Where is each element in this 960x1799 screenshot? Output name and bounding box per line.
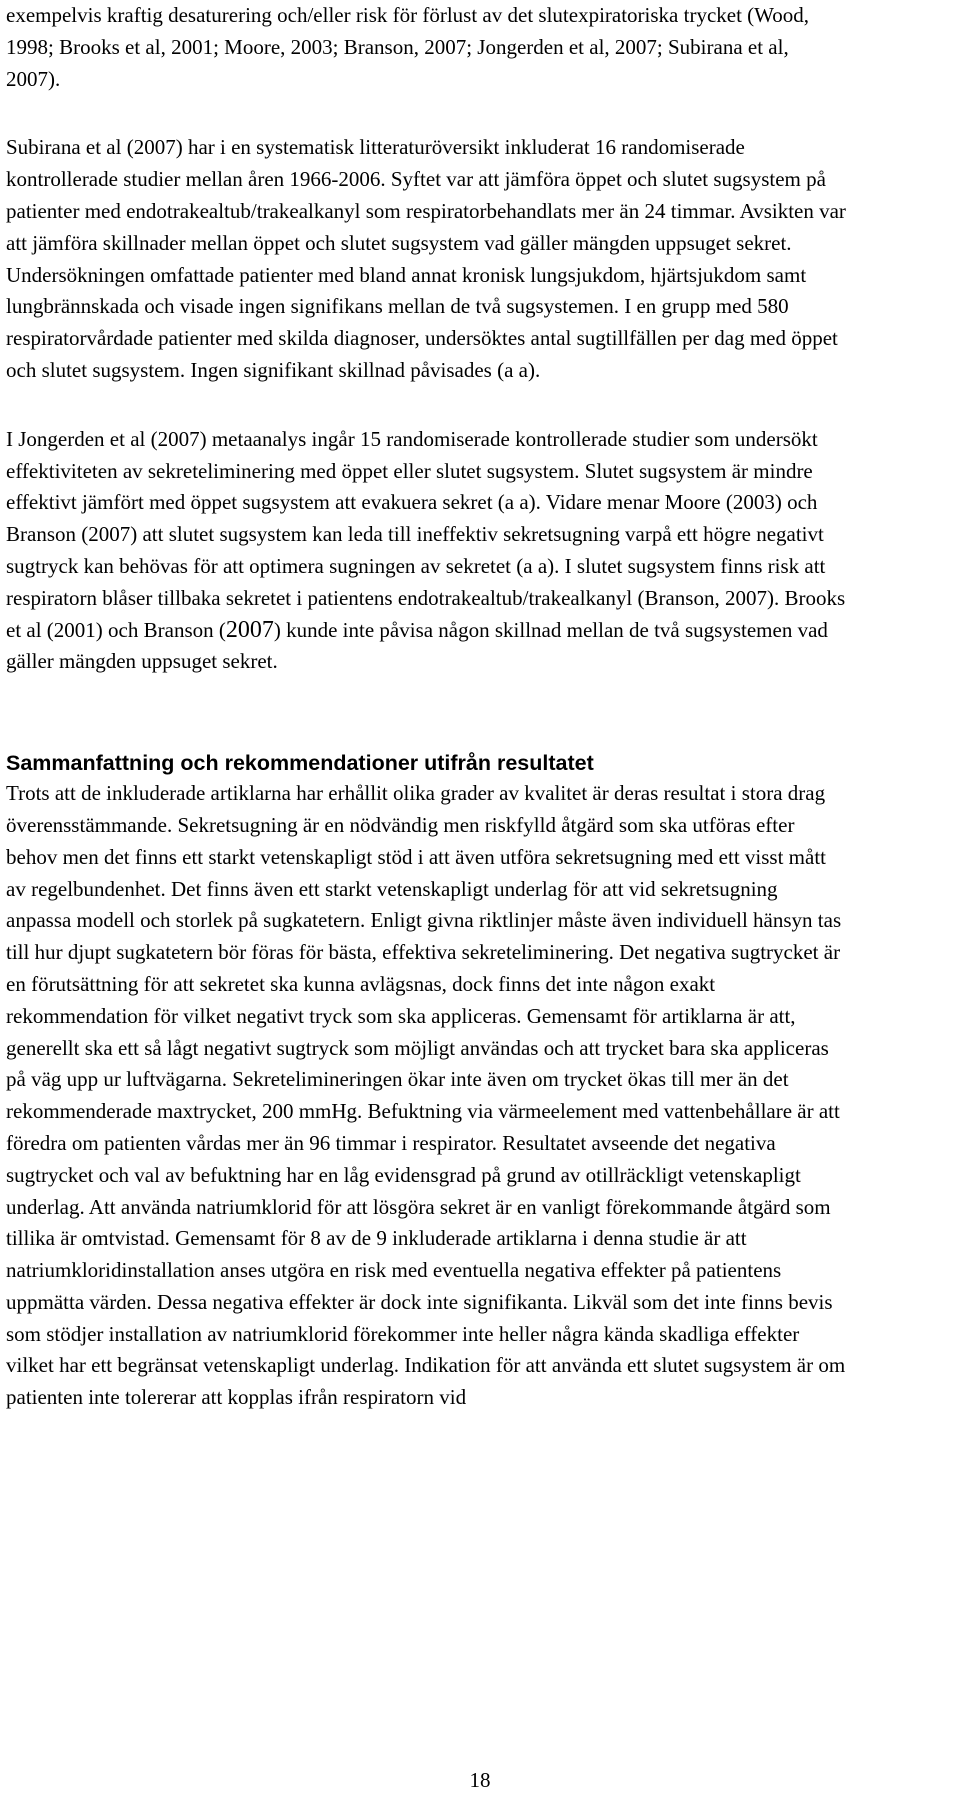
paragraph-jongerden-tail: ) kunde inte påvisa någon skillnad mellan de två sugsystemen vad gäller mängden uppsuget sekret. bbox=[6, 617, 828, 674]
paragraph-jongerden-text: I Jongerden et al (2007) metaanalys ingår 15 randomiserade kontrollerade studier som undersökt effektiviteten av sekreteliminering med öppet eller slutet sugsystem. Slutet sugsystem är mindre effektivt jämfört med öppet sugsystem att evakuera sekret (a a). Vidare menar Moore (2003) och Branson (2007) att slutet sugsystem kan leda till ineffektiv sekretsugning varpå ett högre negativt sugtryck kan behövas för att optimera sugningen av sekretet (a a). I slutet sugsystem finns risk att respiratorn blåser tillbaka sekretet i patientens endotrakealtub/trakealkanyl (Branson, 2007). Brooks et al (2001) och Branson ( bbox=[6, 426, 846, 642]
section-heading: Sammanfattning och rekommendationer utifrån resultatet bbox=[6, 751, 594, 776]
paragraph-summary: Trots att de inkluderade artiklarna har erhållit olika grader av kvalitet är deras resultat i stora drag överensstämmande. Sekretsugning är en nödvändig men riskfylld åtgärd som ska utföras efter behov men det finns ett starkt vetenskapligt stöd i att även utföra sekretsugning med ett visst mått av regelbundenhet. Det finns även ett starkt vetenskapligt underlag för att vid sekretsugning anpassa modell och storlek på sugkatetern. Enligt givna riktlinjer måste även individuell hänsyn tas till hur djupt sugkatetern bör föras för bästa, effektiva sekreteliminering. Det negativa sugtrycket är en förutsättning för att sekretet ska kunna avlägsnas, dock finns det inte någon exakt rekommendation för vilket negativt tryck som ska appliceras. Gemensamt för artiklarna är att, generellt ska ett så lågt negativt sugtryck som möjligt användas och att trycket bara ska appliceras på väg upp ur luftvägarna. Sekretelimineringen ökar inte även om trycket ökas till mer än det rekommenderade maxtrycket, 200 mmHg. Befuktning via värmeelement med vattenbehållare är att föredra om patienten vårdas mer än 96 timmar i respirator. Resultatet avseende det negativa sugtrycket och val av befuktning har en låg evidensgrad på grund av otillräckligt vetenskapligt underlag. Att använda natriumklorid för att lösgöra sekret är en vanligt förekommande åtgärd som tillika är omtvistad. Gemensamt för 8 av de 9 inkluderade artiklarna i denna studie är att natriumkloridinstallation anses utgöra en risk med eventuella negativa effekter på patientens uppmätta värden. Dessa negativa effekter är dock inte signifikanta. Likväl som det inte finns bevis som stödjer installation av natriumklorid förekommer inte heller några kända skadliga effekter vilket har ett begränsat vetenskapligt underlag. Indikation för att använda ett slutet sugsystem är om patienten inte tolererar att kopplas ifrån respiratorn vid bbox=[6, 781, 846, 1410]
document-body bbox=[6, 0, 846, 1414]
year-2007-emphasis: 2007 bbox=[225, 616, 274, 643]
page-number: 18 bbox=[469, 1768, 491, 1792]
paragraph-jongerden bbox=[6, 424, 846, 678]
paragraph-continuation: exempelvis kraftig desaturering och/eller risk för förlust av det slutexpiratoriska trycket (Wood, 1998; Brooks et al, 2001; Moore, 2003; Branson, 2007; Jongerden et al, 2007; Subirana et al, 2007). bbox=[6, 3, 810, 91]
paragraph-subirana: Subirana et al (2007) har i en systematisk litteraturöversikt inkluderat 16 randomiserade kontrollerade studier mellan åren 1966-2006. Syftet var att jämföra öppet och slutet sugsystem på patienter med endotrakealtub/trakealkanyl som respiratorbehandlats mer än 24 timmar. Avsikten var att jämföra skillnader mellan öppet och slutet sugsystem vad gäller mängden uppsuget sekret. Undersökningen omfattade patienter med bland annat kronisk lungsjukdom, hjärtsjukdom samt lungbrännskada och visade ingen signifikans mellan de två sugsystemen. I en grupp med 580 respiratorvårdade patienter med skilda diagnoser, undersöktes antal sugtillfällen per dag med öppet och slutet sugsystem. Ingen signifikant skillnad påvisades (a a). bbox=[6, 135, 846, 382]
